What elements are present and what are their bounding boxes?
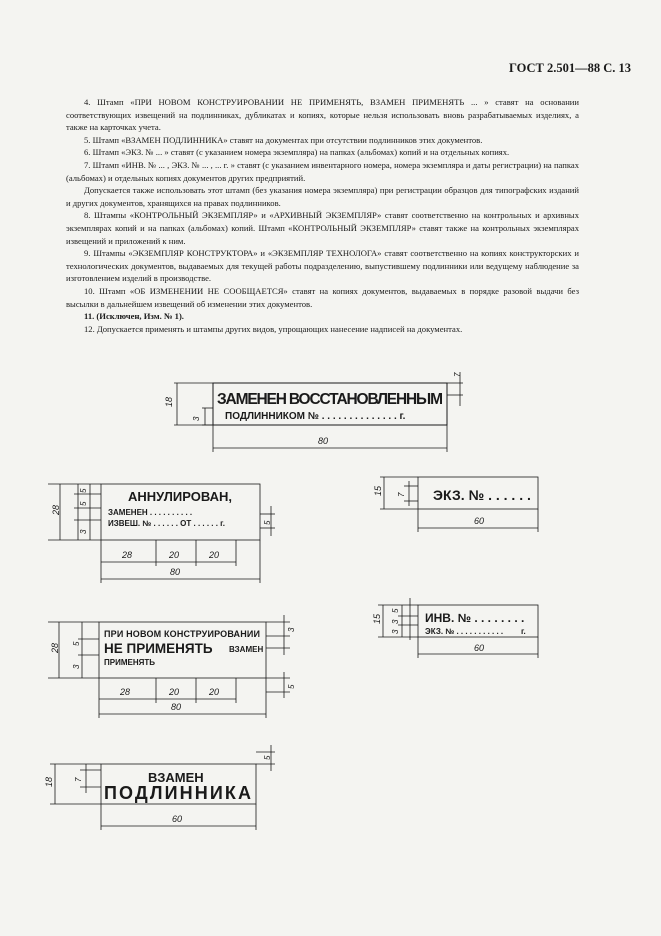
stamp-vzamen-line1: ВЗАМЕН (148, 770, 204, 785)
stamp-pri-novom-line2: НЕ ПРИМЕНЯТЬ (104, 641, 213, 656)
stamp-zamenen-line1: ЗАМЕНЕН ВОССТАНОВЛЕННЫМ (217, 391, 443, 408)
stamp-pri-novom-line1: ПРИ НОВОМ КОНСТРУИРОВАНИИ (104, 629, 260, 639)
stamp-inv (372, 598, 538, 658)
dim-vzamen-h: 18 (44, 776, 54, 787)
paragraph-9: 9. Штампы «ЭКЗЕМПЛЯР КОНСТРУКТОРА» и «ЭКЗЕМПЛЯР ТЕХНОЛОГА» ставят соответственно на копиях конструкторских и технологических документов, выдаваемых для текущей работы подразделению, выпустившему подлинники или ведущему наблюдение за изготовлением изделий в производстве. (66, 248, 579, 284)
dim-zamenen-w: 80 (318, 436, 329, 446)
dim-annulirovan-b: 5 (79, 501, 88, 506)
dim-annulirovan-w3: 20 (209, 550, 220, 560)
stamp-pri-novom (48, 615, 296, 718)
paragraph-11: 11. (Исключен, Изм. № 1). (84, 311, 184, 322)
dim-inv-c: 3 (391, 629, 400, 634)
paragraph-10: 10. Штамп «ОБ ИЗМЕНЕНИИ НЕ СООБЩАЕТСЯ» ставят на копиях документов, выдаваемых в порядке разовой выдачи без высылки в дальнейшем извещений об изменении этих документов. (66, 285, 579, 309)
paragraph-5: 5. Штамп «ВЗАМЕН ПОДЛИННИКА» ставят на документах при отсутствии подлинников этих документов. (84, 134, 483, 145)
dim-pri-novom-b: 3 (72, 664, 81, 669)
dim-ekz-w: 60 (474, 516, 485, 526)
dim-pri-novom-c: 3 (287, 627, 296, 632)
dim-zamenen-h: 18 (164, 396, 174, 407)
dim-inv-a: 5 (391, 608, 400, 613)
dim-zamenen-inner: 3 (192, 416, 201, 421)
paragraph-7-note: Допускается также использовать этот штамп (без указания номера экземпляра) при регистрации образцов для типографских изданий и других документов, хранящихся на правах подлинников. (66, 185, 579, 208)
dim-pri-novom-w1: 28 (120, 687, 131, 697)
dim-ekz-h: 15 (373, 485, 383, 496)
dim-inv-w: 60 (474, 643, 485, 653)
dim-annulirovan-w2: 20 (169, 550, 180, 560)
dim-pri-novom-d: 5 (287, 684, 296, 689)
dim-pri-novom-h: 28 (50, 642, 60, 653)
stamp-inv-line3: г. (521, 627, 526, 636)
dim-vzamen-inner: 7 (74, 777, 83, 782)
dim-annulirovan-h: 28 (51, 504, 61, 515)
dim-annulirovan-w: 80 (170, 567, 181, 577)
stamp-annulirovan-line3: ИЗВЕШ. № . . . . . . ОТ . . . . . . г. (108, 519, 225, 528)
page-header: ГОСТ 2.501—88 С. 13 (508, 61, 631, 75)
dim-zamenen-top: 7 (453, 372, 462, 377)
paragraph-4: 4. Штамп «ПРИ НОВОМ КОНСТРУИРОВАНИИ НЕ ПРИМЕНЯТЬ, ВЗАМЕН ПРИМЕНЯТЬ ... » ставят на основании соответствующих извещений на подлинниках, дубликатах и копиях, которые нельзя использовать вновь разрабатываемых изделиях, а также на карточках учета. (66, 97, 579, 133)
stamp-zamenen-line2: ПОДЛИННИКОМ № . . . . . . . . . . . . . . г. (225, 411, 406, 422)
dim-annulirovan-a: 5 (79, 488, 88, 493)
stamp-vzamen (44, 745, 275, 830)
dim-vzamen-top: 5 (263, 755, 272, 760)
stamp-inv-line2: ЭКЗ. № . . . . . . . . . . . (425, 627, 504, 636)
dim-pri-novom-w: 80 (171, 702, 182, 712)
stamp-annulirovan-line1: АННУЛИРОВАН, (128, 489, 232, 504)
paragraph-7: 7. Штамп «ИНВ. № ... , ЭКЗ. № ... , ... г. » ставят (с указанием инвентарного номера, номера экземпляра и даты регистрации) на папках (альбомах) и отдельных копиях документов других предприятий. (66, 159, 579, 183)
dim-annulirovan-c: 3 (79, 529, 88, 534)
stamp-annulirovan (48, 484, 275, 583)
dim-ekz-inner: 7 (397, 492, 406, 497)
stamp-annulirovan-line2: ЗАМЕНЕН . . . . . . . . . . (108, 508, 193, 517)
dim-inv-b: 3 (391, 619, 400, 624)
stamp-zamenen (164, 372, 463, 452)
dim-pri-novom-a: 5 (72, 641, 81, 646)
dim-vzamen-w: 60 (172, 814, 183, 824)
paragraph-12: 12. Допускается применять и штампы других видов, упрощающих нанесение надписей на документах. (84, 323, 463, 334)
stamp-inv-line1: ИНВ. № . . . . . . . . (425, 611, 525, 625)
stamp-ekz (373, 477, 538, 532)
stamp-vzamen-line2: ПОДЛИННИКА (104, 783, 252, 803)
dim-annulirovan-d: 5 (263, 520, 272, 525)
dim-pri-novom-w2: 20 (169, 687, 180, 697)
paragraph-6: 6. Штамп «ЭКЗ. № ... » ставят (с указанием номера экземпляра) на папках (альбомах) копий и на отдельных копиях. (84, 147, 510, 158)
dim-pri-novom-w3: 20 (209, 687, 220, 697)
dim-annulirovan-w1: 28 (122, 550, 133, 560)
paragraph-8: 8. Штампы «КОНТРОЛЬНЫЙ ЭКЗЕМПЛЯР» и «АРХИВНЫЙ ЭКЗЕМПЛЯР» ставят соответственно на контрольных и архивных экземплярах копий и на папках (альбомах) копий. Штамп «КОНТРОЛЬНЫЙ ЭКЗЕМПЛЯР» ставят также на контрольных экземплярах извещений и приложений к ним. (66, 210, 579, 246)
stamp-pri-novom-line2b: ВЗАМЕН (229, 645, 264, 654)
stamp-ekz-line1: ЭКЗ. № . . . . . . (433, 487, 531, 503)
stamp-pri-novom-line3: ПРИМЕНЯТЬ (104, 658, 155, 667)
dim-inv-h: 15 (372, 613, 382, 624)
